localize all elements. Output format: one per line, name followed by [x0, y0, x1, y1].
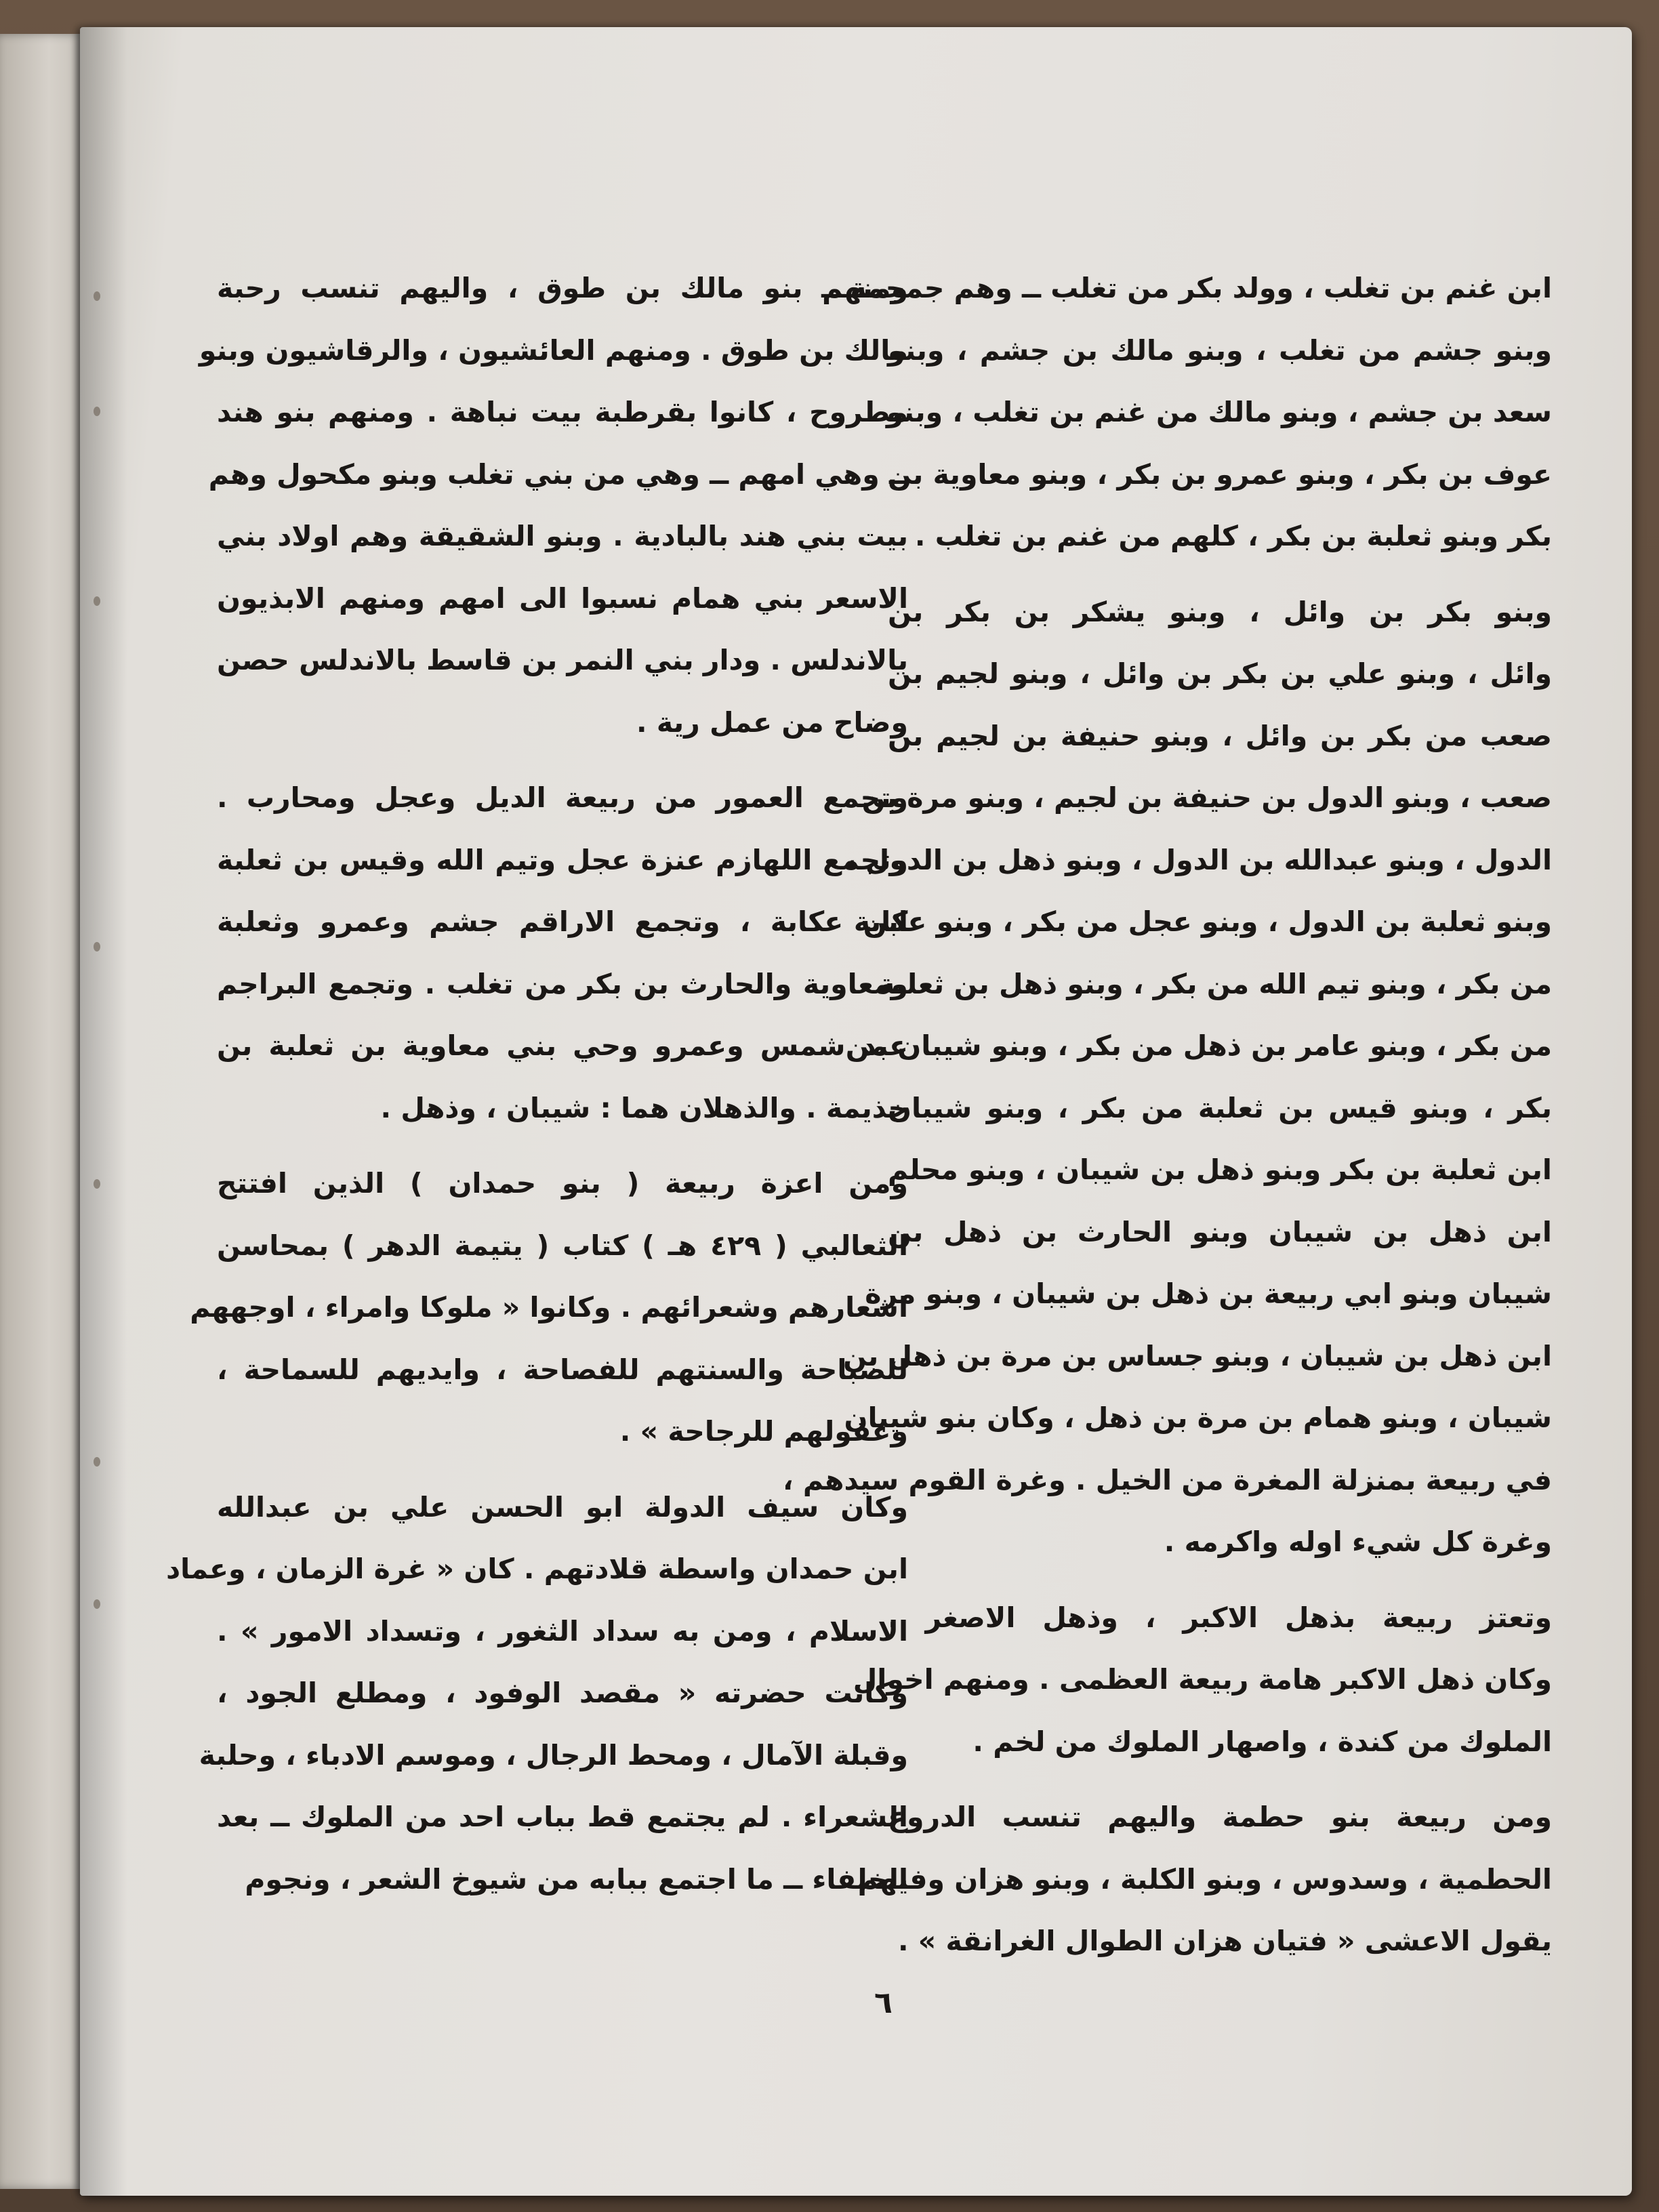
text-line: للصباحة والسنتهم للفصاحة ، وايديهم للسماحة ،	[217, 1353, 908, 1386]
gutter-shadow	[80, 27, 127, 2196]
text-line: في ربيعة بمنزلة المغرة من الخيل . وغرة القوم سيدهم ،	[783, 1463, 1552, 1496]
text-line: ــ وهي امهم ــ وهي من بني تغلب وبنو مكحول وهم	[208, 457, 908, 491]
binding-hole	[94, 291, 100, 301]
text-line: الاسلام ، ومن به سداد الثغور ، وتسداد الامور » .	[217, 1614, 908, 1647]
text-line: وعقولهم للرجاحة » .	[619, 1415, 908, 1448]
text-line: سعد بن جشم ، وبنو مالك من غنم بن تغلب ، وبنو	[886, 396, 1552, 428]
text-line: صعب من بكر بن وائل ، وبنو حنيفة بن لجيم بن	[888, 719, 1552, 752]
text-line: وغرة كل شيء اوله واكرمه .	[1164, 1525, 1552, 1558]
paragraph	[199, 258, 908, 754]
binding-hole	[94, 942, 100, 951]
text-line: جذيمة . والذهلان هما : شيبان ، وذهل .	[380, 1091, 908, 1124]
previous-page-edge	[0, 34, 81, 2189]
text-line: شيبان وبنو ابي ربيعة بن ذهل بن شيبان ، وبنو مرة	[865, 1277, 1552, 1310]
text-line: ومعاوية والحارث بن بكر من تغلب . وتجمع البراجم	[217, 967, 908, 1000]
text-line: الشعراء . لم يجتمع قط بباب احد من الملوك ــ بعد	[217, 1801, 908, 1833]
text-line: مطروح ، كانوا بقرطبة بيت نباهة . ومنهم بنو هند	[217, 396, 908, 428]
binding-hole	[94, 596, 100, 606]
text-line: وكان ذهل الاكبر هامة ربيعة العظمى . ومنهم اخوال	[853, 1663, 1552, 1696]
text-line: وبنو بكر بن وائل ، وبنو يشكر بن بكر بن	[888, 595, 1552, 628]
text-line: بالاندلس . ودار بني النمر بن قاسط بالاندلس حصن	[217, 644, 908, 676]
text-line: الخلفاء ــ ما اجتمع ببابه من شيوخ الشعر ، ونجوم	[245, 1862, 908, 1896]
text-line: ابن غنم بن تغلب ، وولد بكر من تغلب ــ وهم جمجمة ــ	[821, 272, 1552, 304]
text-line: الملوك من كندة ، واصهار الملوك من لخم .	[972, 1725, 1552, 1758]
text-line: الثعالبي ( ٤٢٩ هـ ) كتاب ( يتيمة الدهر ) بمحاسن	[217, 1229, 908, 1262]
text-line: وقبلة الآمال ، ومحط الرجال ، وموسم الادباء ، وحلبة	[199, 1738, 908, 1771]
text-line: ومن اعزة ربيعة ( بنو حمدان ) الذين افتتح	[217, 1167, 908, 1200]
text-line: الحطمية ، وسدوس ، وبنو الكلبة ، وبنو هزان وفيهم	[857, 1862, 1552, 1896]
paragraph	[217, 767, 908, 1139]
text-line: وتجمع العمور من ربيعة الديل وعجل ومحارب .	[217, 781, 908, 814]
text-line: من بكر ، وبنو عامر بن ذهل من بكر ، وبنو شيبان من	[845, 1029, 1552, 1062]
text-line: بكر وبنو ثعلبة بن بكر ، كلهم من غنم بن تغلب .	[914, 520, 1552, 552]
text-line: عبد شمس وعمرو وحي بني معاوية بن ثعلبة بن	[217, 1029, 908, 1062]
text-line: من بكر ، وبنو تيم الله من بكر ، وبنو ذهل بن ثعلبة	[878, 967, 1552, 1000]
text-line: الاسعر بني همام نسبوا الى امهم ومنهم الابذيون	[217, 581, 908, 615]
text-line: ابن ذهل بن شيبان ، وبنو جساس بن مرة بن ذهل بن	[842, 1339, 1552, 1372]
text-line: صعب ، وبنو الدول بن حنيفة بن لجيم ، وبنو مرة بن	[861, 781, 1552, 814]
paragraph	[166, 1477, 908, 1911]
binding-hole	[94, 1179, 100, 1189]
text-line: بكر ، وبنو قيس بن ثعلبة من بكر ، وبنو شيبان	[888, 1091, 1552, 1124]
paragraph	[853, 1587, 1552, 1774]
paragraph	[821, 258, 1552, 568]
text-line: وبنو جشم من تغلب ، وبنو مالك بن جشم ، وبنو	[888, 333, 1552, 367]
paragraph	[783, 581, 1552, 1574]
text-line: وكان سيف الدولة ابو الحسن علي بن عبدالله	[217, 1490, 908, 1523]
binding-hole	[94, 407, 100, 416]
right-text-column	[783, 258, 1552, 1986]
text-line: وائل ، وبنو علي بن بكر بن وائل ، وبنو لجيم بن	[888, 657, 1552, 690]
text-line: الدول ، وبنو عبدالله بن الدول ، وبنو ذهل بن الدول ،	[844, 843, 1552, 876]
text-line: ابن ثعلبة بن بكر وبنو ذهل بن شيبان ، وبنو محلم	[888, 1153, 1552, 1186]
text-line: شيبان ، وبنو همام بن مرة بن ذهل ، وكان بنو شيبان	[844, 1401, 1552, 1434]
binding-hole	[94, 1599, 100, 1609]
text-line: وضاح من عمل رية .	[636, 705, 908, 739]
text-line: ابن ذهل بن شيبان وبنو الحارث بن ذهل بن	[888, 1215, 1552, 1248]
text-line: عوف بن بكر ، وبنو عمرو بن بكر ، وبنو معاوية بن	[888, 457, 1552, 491]
left-text-column	[166, 258, 908, 1924]
page-number: ٦	[874, 1986, 893, 2020]
text-line: بيت بني هند بالبادية . وبنو الشقيقة وهم اولاد بني	[217, 520, 908, 552]
text-line: ابن عكابة ، وتجمع الاراقم جشم وعمرو وثعلبة	[217, 905, 908, 938]
text-line: وبنو ثعلبة بن الدول ، وبنو عجل من بكر ، وبنو عكابة	[853, 905, 1552, 938]
paragraph	[857, 1786, 1552, 1973]
text-line: اشعارهم وشعرائهم . وكانوا « ملوكا وامراء ، اوجههم	[190, 1291, 908, 1324]
text-line: وكانت حضرته « مقصد الوفود ، ومطلع الجود ،	[217, 1677, 908, 1709]
paragraph	[190, 1153, 908, 1463]
binding-hole	[94, 1457, 100, 1467]
text-line: ومن ربيعة بنو حطمة واليهم تنسب الدروع	[888, 1801, 1552, 1833]
text-line: يقول الاعشى « فتيان هزان الطوال الغرانقة » .	[897, 1925, 1552, 1957]
text-line: ابن حمدان واسطة قلادتهم . كان « غرة الزمان ، وعماد	[166, 1553, 908, 1585]
text-line: ومنهم بنو مالك بن طوق ، واليهم تنسب رحبة	[217, 272, 908, 304]
text-line: وتجمع اللهازم عنزة عجل وتيم الله وقيس بن ثعلبة	[217, 843, 908, 876]
text-line: وتعتز ربيعة بذهل الاكبر ، وذهل الاصغر .	[888, 1601, 1552, 1634]
text-line: مالك بن طوق . ومنهم العائشيون ، والرقاشيون وبنو	[199, 333, 908, 367]
